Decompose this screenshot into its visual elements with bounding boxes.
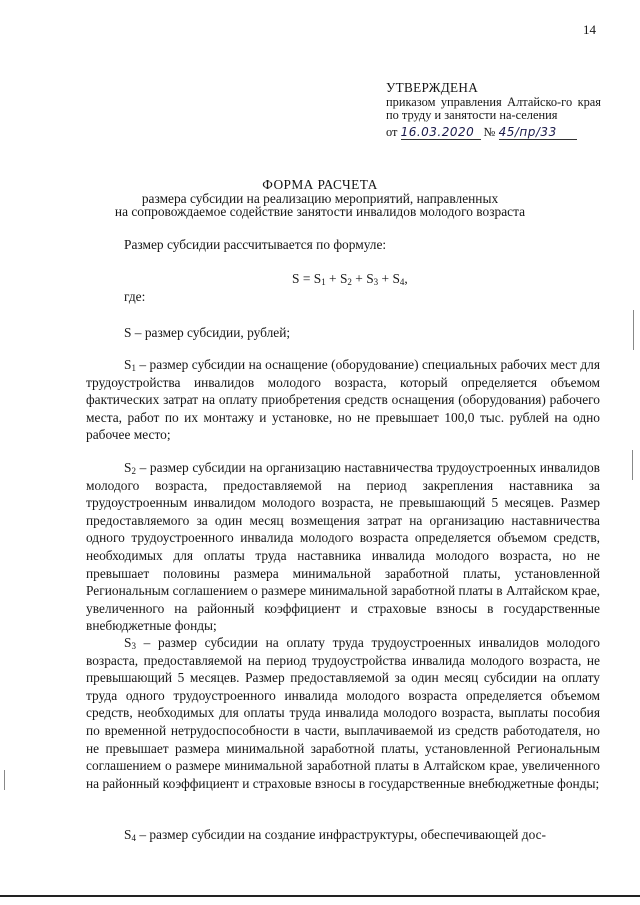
handwritten-date: 16.03.2020 — [401, 126, 481, 141]
date-prefix: от — [386, 124, 398, 139]
approval-order-text: приказом управления Алтайско-го края по труду и занятости на-селения — [386, 94, 601, 122]
formula-eq: = — [302, 271, 311, 286]
definition-s2: $S_2$ – размер субсидии на организацию наставничества трудоустроенных инвалидов молодого возраста, предоставляемой на период закрепления наставника за трудоустроенным инвалидом молодого возраста, не превышающий 5 месяцев. Размер предоставляемого за один месяц возмещения затрат на организацию наставничества одного трудоустроенного инвалида молодого возраста определяется объемом средств, необходимых для оплаты труда наставника инвалида молодого возраста, но не превышает половины размера минимальной заработной платы, установленной Региональным соглашением о размере минимальной заработной платы в Алтайском крае, увеличенного на районный коэффициент и страховые взносы в государственные внебюджетные фонды; — [86, 460, 600, 634]
formula-s1: S — [313, 271, 322, 286]
definition-s1: $S_1$ – размер субсидии на оснащение (оборудование) специальных рабочих мест для трудоустройства инвалидов молодого возраста, который определяется объемом фактических затрат на оплату приобретения средств оснащения (оборудования) рабочего места, работ по их монтажу и установке, но не превышает 100,0 тыс. рублей на одно рабочее место; — [86, 357, 600, 443]
formula-lhs: S — [292, 271, 300, 286]
definition-s: S – размер субсидии, рублей; — [124, 325, 291, 340]
approval-date-number-line — [386, 126, 601, 141]
formula-plus-1: + — [329, 271, 337, 286]
handwritten-order-number: 45/пр/33 — [499, 126, 577, 141]
formula-plus-2: + — [355, 271, 363, 286]
title-line-2: на сопровождаемое содействие занятости инвалидов молодого возраста — [114, 204, 526, 219]
formula-s4: S — [392, 271, 400, 286]
formula: $S = S_1 + S_2 + S_3 + S_4$, — [292, 271, 408, 287]
number-sign: № — [483, 124, 496, 139]
approval-heading: УТВЕРЖДЕНА — [386, 80, 479, 95]
formula-s2: S — [339, 271, 348, 286]
scan-speck — [632, 450, 633, 480]
formula-intro: Размер субсидии рассчитывается по формуле: — [124, 237, 387, 252]
definition-s3: $S_3$ – размер субсидии на оплату труда трудоустроенных инвалидов молодого возраста, предоставляемой на период трудоустройства инвалида молодого возраста, не превышающий 5 месяцев. Размер предоставляемой за один месяц субсидии на оплату труда одного трудоустроенного инвалида молодого возраста определяется объемом средств, необходимых для оплаты труда инвалида молодого возраста, выплаты пособия по временной нетрудоспособности в части, выплачиваемой из средств работодателя, но не превышает размера минимальной заработной платы, установленной Региональным соглашением о размере минимальной заработной платы в Алтайском крае, увеличенного на районный коэффициент и страховые взносы в государственные внебюджетные фонды; — [86, 635, 600, 791]
approval-stamp — [386, 81, 601, 140]
title-main: ФОРМА РАСЧЕТА — [262, 177, 378, 192]
page-number: 14 — [583, 22, 596, 37]
scan-bottom-edge — [0, 895, 640, 897]
formula-suffix: , — [404, 271, 408, 286]
title-line-1: размера субсидии на реализацию мероприятий, направленных — [141, 190, 499, 206]
formula-plus-3: + — [381, 271, 390, 286]
formula-s3: S — [366, 271, 374, 286]
document-title — [0, 178, 640, 219]
scan-speck — [4, 770, 5, 790]
scan-speck — [633, 310, 634, 350]
definition-s4: $S_4$ – размер субсидии на создание инфраструктуры, обеспечивающей дос- — [124, 827, 547, 843]
where-label: где: — [124, 289, 146, 304]
